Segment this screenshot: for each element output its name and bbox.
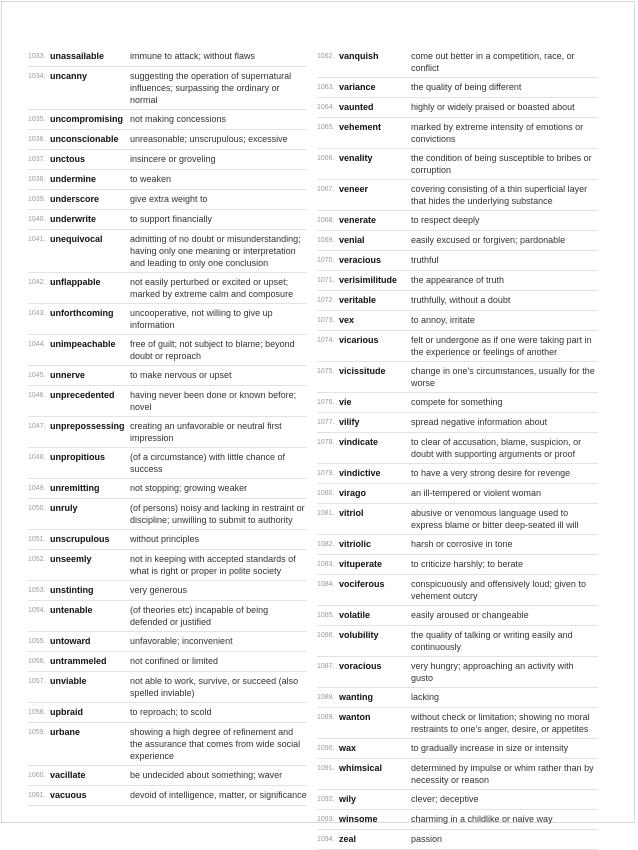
entry-definition: not in keeping with accepted standards of what is right or proper in polite society — [130, 554, 296, 576]
vocab-entry — [28, 130, 307, 150]
entry-word: vacuous — [50, 790, 87, 800]
vocab-entry — [28, 703, 307, 723]
entry-definition: easily excused or forgiven; pardonable — [411, 235, 566, 245]
entry-word: winsome — [339, 814, 378, 824]
entry-number: 1055. — [28, 638, 46, 645]
vocab-entry — [317, 688, 598, 708]
vocab-entry — [317, 708, 598, 739]
entry-word: vie — [339, 397, 352, 407]
entry-number: 1082. — [317, 541, 335, 548]
entry-number: 1090. — [317, 745, 335, 752]
vocab-entry — [317, 810, 598, 830]
entry-definition: compete for something — [411, 397, 503, 407]
entry-number: 1033. — [28, 53, 46, 60]
vocab-entry — [317, 291, 598, 311]
entry-number: 1063. — [317, 84, 335, 91]
entry-definition: to reproach; to scold — [130, 707, 212, 717]
entry-number: 1072. — [317, 297, 335, 304]
entry-word: unviable — [50, 676, 87, 686]
entry-word: unpropitious — [50, 452, 105, 462]
entry-definition: harsh or corrosive in tone — [411, 539, 513, 549]
entry-definition: unreasonable; unscrupulous; excessive — [130, 134, 288, 144]
entry-word: vitriol — [339, 508, 364, 518]
vocab-entry — [317, 271, 598, 291]
vocab-entry — [317, 413, 598, 433]
entry-word: volubility — [339, 630, 379, 640]
vocab-entry — [28, 110, 307, 130]
entry-word: vitriolic — [339, 539, 372, 549]
entry-definition: having never been done or known before; novel — [130, 390, 297, 412]
entry-number: 1079. — [317, 470, 335, 477]
vocab-entry — [317, 739, 598, 759]
entry-definition: to support financially — [130, 214, 213, 224]
entry-word: virago — [339, 488, 367, 498]
entry-number: 1059. — [28, 729, 46, 736]
entry-number: 1067. — [317, 186, 335, 193]
entry-definition: the appearance of truth — [411, 275, 505, 285]
vocab-entry — [317, 484, 598, 504]
entry-definition: (of theories etc) incapable of being defended or justified — [130, 605, 269, 627]
entry-number: 1078. — [317, 439, 335, 446]
entry-word: vindictive — [339, 468, 381, 478]
entry-definition: to annoy, irritate — [411, 315, 475, 325]
entry-word: urbane — [50, 727, 81, 737]
entry-number: 1086. — [317, 632, 335, 639]
entry-number: 1049. — [28, 485, 46, 492]
entry-number: 1039. — [28, 196, 46, 203]
entry-definition: marked by extreme intensity of emotions or convictions — [411, 122, 584, 144]
entry-number: 1085. — [317, 612, 335, 619]
vocab-entry — [28, 170, 307, 190]
entry-definition: come out better in a competition, race, or conflict — [411, 51, 575, 73]
entry-number: 1060. — [28, 772, 46, 779]
entry-definition: passion — [411, 834, 443, 844]
entry-word: veracious — [339, 255, 382, 265]
entry-word: venial — [339, 235, 365, 245]
entry-number: 1077. — [317, 419, 335, 426]
entry-number: 1061. — [28, 792, 46, 799]
entry-word: unimpeachable — [50, 339, 116, 349]
entry-number: 1088. — [317, 694, 335, 701]
entry-definition: to respect deeply — [411, 215, 480, 225]
entry-definition: be undecided about something; waver — [130, 770, 283, 780]
entry-number: 1094. — [317, 836, 335, 843]
entry-definition: charming in a childlike or naive way — [411, 814, 553, 824]
vocab-entry — [28, 581, 307, 601]
entry-definition: free of guilt; not subject to blame; beyond doubt or reproach — [130, 339, 295, 361]
entry-word: unprecedented — [50, 390, 115, 400]
vocab-entry — [28, 672, 307, 703]
vocab-entry — [317, 626, 598, 657]
vocab-entry — [317, 251, 598, 271]
entry-word: vilify — [339, 417, 360, 427]
entry-word: untoward — [50, 636, 91, 646]
entry-word: veneer — [339, 184, 369, 194]
entry-number: 1065. — [317, 124, 335, 131]
entry-word: wanting — [339, 692, 373, 702]
vocab-entry — [317, 47, 598, 78]
entry-word: whimsical — [339, 763, 383, 773]
entry-definition: highly or widely praised or boasted about — [411, 102, 575, 112]
entry-number: 1042. — [28, 279, 46, 286]
entry-word: unremitting — [50, 483, 100, 493]
entry-number: 1052. — [28, 556, 46, 563]
entry-word: vicissitude — [339, 366, 386, 376]
entry-word: wily — [339, 794, 357, 804]
entry-word: wanton — [339, 712, 371, 722]
entry-number: 1064. — [317, 104, 335, 111]
vocab-entry — [28, 47, 307, 67]
entry-definition: unfavorable; inconvenient — [130, 636, 233, 646]
entry-number: 1080. — [317, 490, 335, 497]
entry-number: 1074. — [317, 337, 335, 344]
entry-word: untrammeled — [50, 656, 107, 666]
entry-number: 1053. — [28, 587, 46, 594]
entry-word: vehement — [339, 122, 382, 132]
entry-definition: devoid of intelligence, matter, or significance — [130, 790, 307, 800]
entry-word: vaunted — [339, 102, 374, 112]
entry-number: 1087. — [317, 663, 335, 670]
entry-number: 1044. — [28, 341, 46, 348]
vocab-entry — [28, 190, 307, 210]
entry-word: unnerve — [50, 370, 86, 380]
vocab-entry — [28, 230, 307, 273]
entry-word: vicarious — [339, 335, 379, 345]
entry-definition: to weaken — [130, 174, 172, 184]
entry-word: vex — [339, 315, 355, 325]
entry-number: 1068. — [317, 217, 335, 224]
entry-number: 1043. — [28, 310, 46, 317]
entry-word: uncompromising — [50, 114, 124, 124]
entry-word: underscore — [50, 194, 100, 204]
vocab-entry — [28, 530, 307, 550]
vocab-entry — [317, 464, 598, 484]
vocab-entry — [28, 550, 307, 581]
left-column — [28, 47, 307, 806]
entry-number: 1034. — [28, 73, 46, 80]
entry-word: unruly — [50, 503, 78, 513]
vocab-entry — [28, 479, 307, 499]
vocab-entry — [317, 362, 598, 393]
vocab-entry — [28, 417, 307, 448]
entry-word: underwrite — [50, 214, 97, 224]
entry-definition: to clear of accusation, blame, suspicion, or doubt with supporting arguments or proof — [411, 437, 582, 459]
entry-definition: very hungry; approaching an activity with gusto — [411, 661, 574, 683]
entry-word: vociferous — [339, 579, 385, 589]
entry-word: voracious — [339, 661, 382, 671]
vocab-entry — [317, 790, 598, 810]
vocab-entry — [28, 766, 307, 786]
entry-number: 1084. — [317, 581, 335, 588]
vocab-entry — [317, 504, 598, 535]
entry-word: vindicate — [339, 437, 379, 447]
entry-number: 1058. — [28, 709, 46, 716]
entry-word: unforthcoming — [50, 308, 114, 318]
entry-word: unconscionable — [50, 134, 119, 144]
entry-definition: not able to work, survive, or succeed (also spelled inviable) — [130, 676, 299, 698]
entry-word: unstinting — [50, 585, 94, 595]
entry-number: 1092. — [317, 796, 335, 803]
entry-number: 1046. — [28, 392, 46, 399]
entry-definition: to criticize harshly; to berate — [411, 559, 524, 569]
entry-definition: admitting of no doubt or misunderstanding; having only one meaning or interpretation and leading to only one conclusion — [130, 234, 301, 268]
entry-definition: not easily perturbed or excited or upset; marked by extreme calm and composure — [130, 277, 294, 299]
entry-number: 1054. — [28, 607, 46, 614]
entry-word: volatile — [339, 610, 371, 620]
vocab-entry — [317, 575, 598, 606]
vocab-entry — [28, 499, 307, 530]
vocab-entry — [317, 149, 598, 180]
entry-number: 1093. — [317, 816, 335, 823]
entry-word: venality — [339, 153, 373, 163]
entry-number: 1041. — [28, 236, 46, 243]
entry-number: 1091. — [317, 765, 335, 772]
vocab-entry — [28, 652, 307, 672]
vocab-entry — [317, 759, 598, 790]
vocab-entry — [317, 180, 598, 211]
vocab-entry — [28, 723, 307, 766]
entry-word: unscrupulous — [50, 534, 110, 544]
entry-number: 1083. — [317, 561, 335, 568]
entry-number: 1089. — [317, 714, 335, 721]
document-page — [1, 1, 635, 844]
entry-definition: conspicuously and offensively loud; given to vehement outcry — [411, 579, 586, 601]
entry-word: upbraid — [50, 707, 83, 717]
entry-definition: without check or limitation; showing no moral restraints to one's anger, desire, or appetites — [411, 712, 590, 734]
entry-word: wax — [339, 743, 357, 753]
entry-number: 1050. — [28, 505, 46, 512]
entry-number: 1037. — [28, 156, 46, 163]
vocab-entry — [28, 448, 307, 479]
entry-definition: the quality of talking or writing easily and continuously — [411, 630, 573, 652]
entry-word: unassailable — [50, 51, 105, 61]
vocab-entry — [28, 335, 307, 366]
entry-definition: to gradually increase in size or intensity — [411, 743, 569, 753]
entry-definition: lacking — [411, 692, 440, 702]
entry-definition: (of a circumstance) with little chance of success — [130, 452, 286, 474]
entry-number: 1035. — [28, 116, 46, 123]
vocab-entry — [28, 150, 307, 170]
vocab-entry — [317, 555, 598, 575]
entry-definition: suggesting the operation of supernatural influences; surpassing the ordinary or normal — [130, 71, 292, 105]
vocab-entry — [317, 535, 598, 555]
entry-definition: covering consisting of a thin superficial layer that hides the underlying substance — [411, 184, 588, 206]
entry-definition: showing a high degree of refinement and the assurance that comes from wide social experience — [130, 727, 301, 761]
vocab-entry — [317, 393, 598, 413]
right-column — [317, 47, 598, 850]
entry-number: 1036. — [28, 136, 46, 143]
entry-definition: insincere or groveling — [130, 154, 216, 164]
entry-number: 1056. — [28, 658, 46, 665]
vocab-entry — [28, 601, 307, 632]
entry-number: 1057. — [28, 678, 46, 685]
vocab-entry — [317, 433, 598, 464]
entry-word: unprepossessing — [50, 421, 125, 431]
vocab-entry — [317, 331, 598, 362]
vocab-entry — [28, 210, 307, 230]
entry-definition: the condition of being susceptible to bribes or corruption — [411, 153, 592, 175]
entry-definition: spread negative information about — [411, 417, 548, 427]
entry-definition: not making concessions — [130, 114, 227, 124]
entry-number: 1081. — [317, 510, 335, 517]
entry-number: 1066. — [317, 155, 335, 162]
vocab-entry — [28, 386, 307, 417]
vocab-entry — [28, 304, 307, 335]
entry-definition: to have a very strong desire for revenge — [411, 468, 571, 478]
entry-definition: an ill-tempered or violent woman — [411, 488, 542, 498]
entry-number: 1069. — [317, 237, 335, 244]
entry-definition: determined by impulse or whim rather than by necessity or reason — [411, 763, 594, 785]
entry-number: 1047. — [28, 423, 46, 430]
vocab-entry — [28, 786, 307, 806]
entry-word: unseemly — [50, 554, 92, 564]
vocab-entry — [317, 231, 598, 251]
entry-number: 1048. — [28, 454, 46, 461]
entry-word: undermine — [50, 174, 97, 184]
entry-definition: (of persons) noisy and lacking in restraint or discipline; unwilling to submit to authority — [130, 503, 305, 525]
entry-number: 1071. — [317, 277, 335, 284]
entry-number: 1040. — [28, 216, 46, 223]
entry-number: 1075. — [317, 368, 335, 375]
entry-definition: uncooperative, not willing to give up information — [130, 308, 273, 330]
entry-definition: the quality of being different — [411, 82, 522, 92]
entry-number: 1062. — [317, 53, 335, 60]
entry-definition: not confined or limited — [130, 656, 219, 666]
entry-word: vituperate — [339, 559, 383, 569]
entry-word: unequivocal — [50, 234, 103, 244]
entry-definition: change in one's circumstances, usually for the worse — [411, 366, 595, 388]
entry-word: vanquish — [339, 51, 379, 61]
entry-definition: truthfully, without a doubt — [411, 295, 511, 305]
vocab-entry — [317, 211, 598, 231]
vocab-entry — [317, 98, 598, 118]
entry-definition: easily aroused or changeable — [411, 610, 529, 620]
entry-number: 1073. — [317, 317, 335, 324]
vocab-entry — [28, 366, 307, 386]
entry-word: venerate — [339, 215, 377, 225]
entry-number: 1051. — [28, 536, 46, 543]
entry-number: 1045. — [28, 372, 46, 379]
entry-definition: immune to attack; without flaws — [130, 51, 256, 61]
entry-definition: give extra weight to — [130, 194, 208, 204]
vocab-entry — [317, 118, 598, 149]
entry-definition: very generous — [130, 585, 188, 595]
vocab-entry — [317, 830, 598, 850]
vocab-entry — [28, 67, 307, 110]
vocab-entry — [317, 657, 598, 688]
vocab-entry — [28, 632, 307, 652]
entry-definition: felt or undergone as if one were taking part in the experience or feelings of another — [411, 335, 592, 357]
vocab-entry — [28, 273, 307, 304]
entry-word: variance — [339, 82, 376, 92]
entry-definition: truthful — [411, 255, 439, 265]
entry-definition: creating an unfavorable or neutral first impression — [130, 421, 282, 443]
vocab-entry — [317, 606, 598, 626]
entry-word: verisimilitude — [339, 275, 398, 285]
entry-word: uncanny — [50, 71, 88, 81]
entry-word: untenable — [50, 605, 93, 615]
entry-definition: abusive or venomous language used to express blame or bitter deep-seated ill will — [411, 508, 579, 530]
entry-definition: not stopping; growing weaker — [130, 483, 248, 493]
entry-definition: to make nervous or upset — [130, 370, 232, 380]
entry-word: zeal — [339, 834, 357, 844]
entry-number: 1076. — [317, 399, 335, 406]
entry-word: vacillate — [50, 770, 86, 780]
entry-number: 1038. — [28, 176, 46, 183]
entry-definition: clever; deceptive — [411, 794, 479, 804]
entry-number: 1070. — [317, 257, 335, 264]
entry-word: unctous — [50, 154, 85, 164]
entry-definition: without principles — [130, 534, 200, 544]
entry-word: veritable — [339, 295, 377, 305]
vocab-entry — [317, 311, 598, 331]
vocab-entry — [317, 78, 598, 98]
entry-word: unflappable — [50, 277, 101, 287]
